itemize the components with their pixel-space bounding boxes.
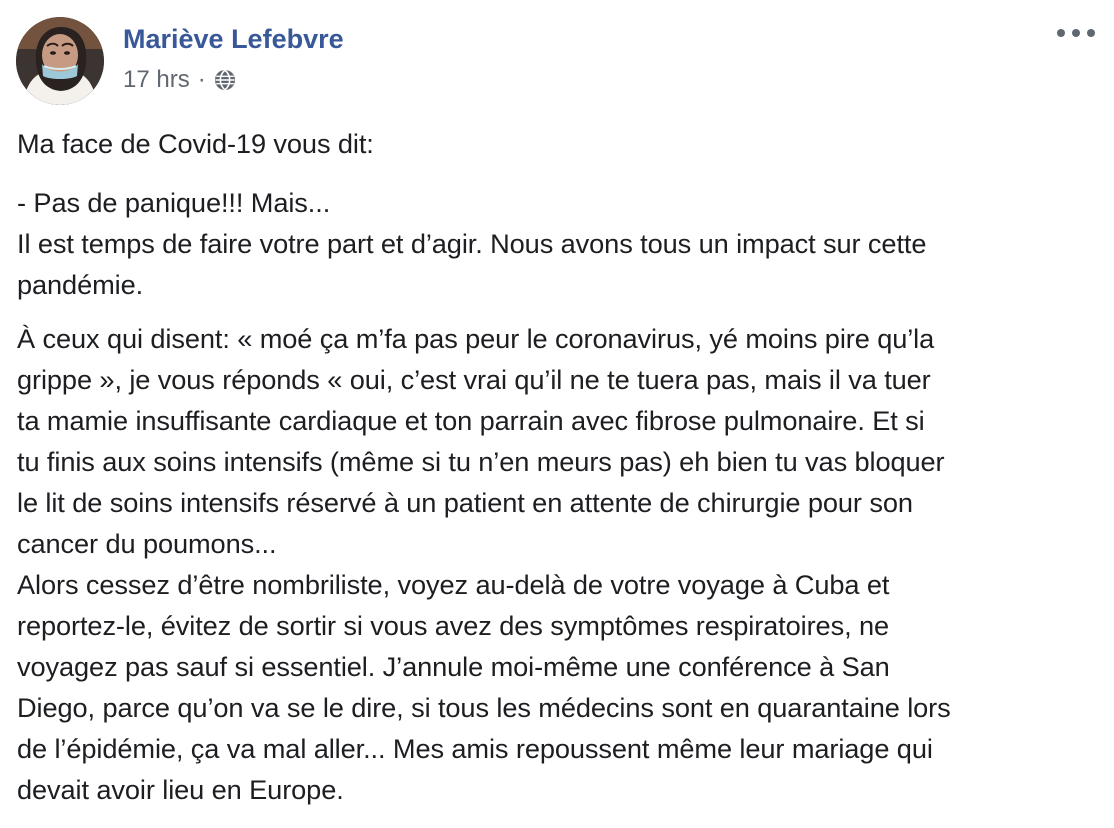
post-line: Diego, parce qu’on va se le dire, si tous les médecins sont en quarantaine lors <box>17 692 951 723</box>
author-avatar[interactable] <box>16 17 104 105</box>
post-line: le lit de soins intensifs réservé à un patient en attente de chirurgie pour son <box>17 487 913 518</box>
post-line: cancer du poumons... <box>17 528 277 559</box>
post-timestamp[interactable]: 17 hrs <box>123 66 190 93</box>
meta-separator: · <box>197 66 206 93</box>
author-name[interactable]: Mariève Lefebvre <box>123 24 344 54</box>
post-line: Ma face de Covid-19 vous dit: <box>17 128 374 159</box>
more-options-icon[interactable] <box>1057 24 1095 42</box>
post-line: À ceux qui disent: « moé ça m’fa pas peur le coronavirus, yé moins pire qu’la <box>17 323 935 354</box>
post-line: - Pas de panique!!! Mais... <box>17 187 331 218</box>
post-line: Alors cessez d’être nombriliste, voyez au-delà de votre voyage à Cuba et <box>17 569 890 600</box>
post-line: voyagez pas sauf si essentiel. J’annule moi-même une conférence à San <box>17 651 890 682</box>
post-line: ta mamie insuffisante cardiaque et ton parrain avec fibrose pulmonaire. Et si <box>17 405 925 436</box>
post-paragraph-2 <box>17 182 1092 305</box>
globe-icon[interactable] <box>213 68 237 92</box>
more-dot <box>1072 29 1080 37</box>
post-line: grippe », je vous réponds « oui, c’est vrai qu’il ne te tuera pas, mais il va tuer <box>17 364 931 395</box>
post-line: reportez-le, évitez de sortir si vous avez des symptômes respiratoires, ne <box>17 610 890 641</box>
post-line: Il est temps de faire votre part et d’agir. Nous avons tous un impact sur cette <box>17 228 927 259</box>
profile-photo-icon <box>16 17 104 105</box>
more-dot <box>1057 29 1065 37</box>
post-line: devait avoir lieu en Europe. <box>17 774 344 805</box>
post-paragraph-3 <box>17 318 1092 810</box>
post-paragraph-1 <box>17 123 374 164</box>
more-dot <box>1087 29 1095 37</box>
post-line: pandémie. <box>17 269 144 300</box>
post-meta <box>123 64 237 96</box>
post-line: tu finis aux soins intensifs (même si tu n’en meurs pas) eh bien tu vas bloquer <box>17 446 945 477</box>
post-line: de l’épidémie, ça va mal aller... Mes amis repoussent même leur mariage qui <box>17 733 933 764</box>
